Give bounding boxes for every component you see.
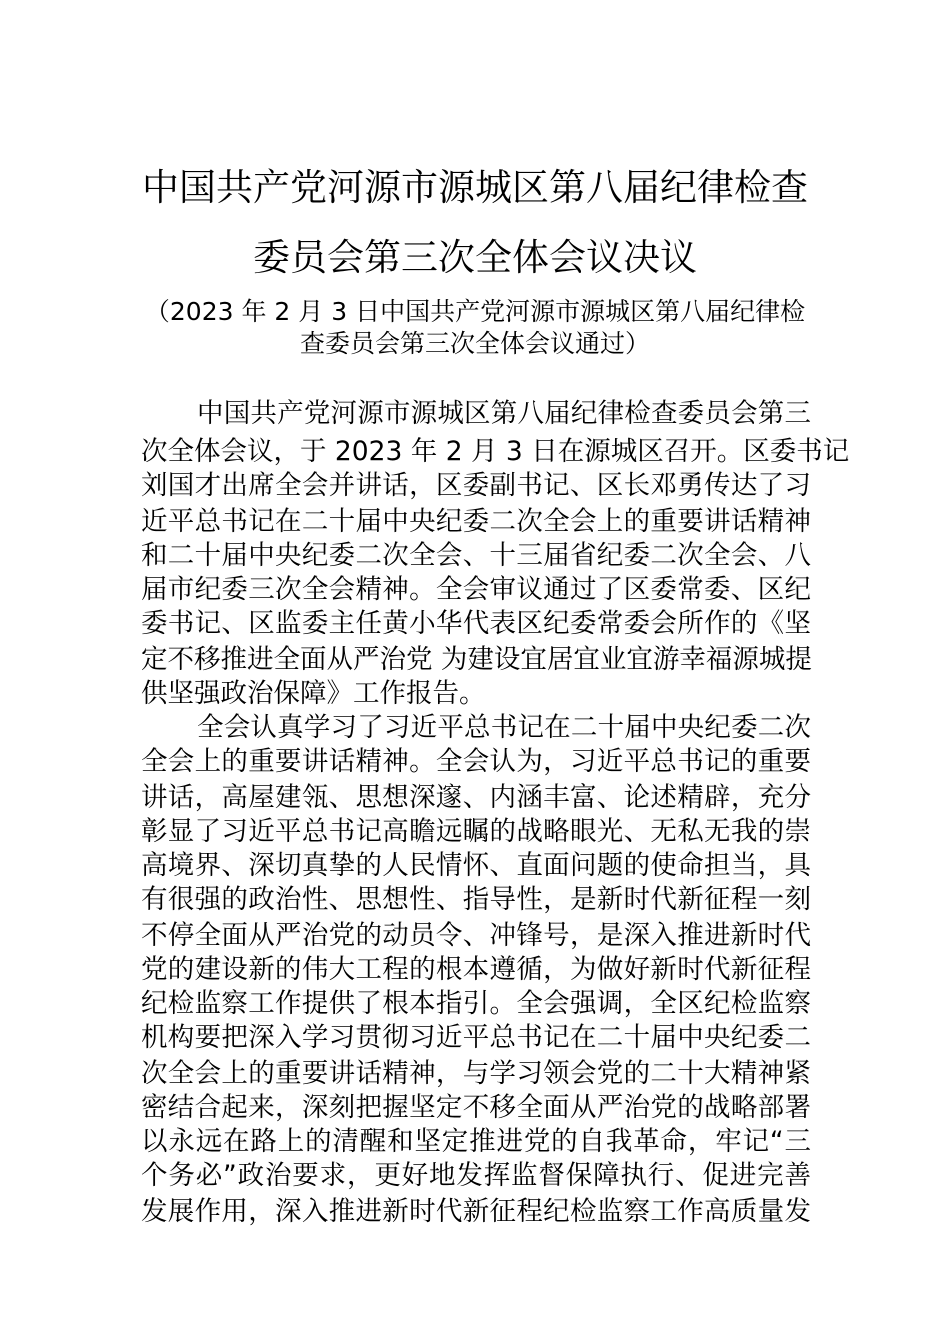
body-line: 中国共产党河源市源城区第八届纪律检查委员会第三 <box>197 398 811 429</box>
body-line: 有很强的政治性、思想性、指导性，是新时代新征程一刻 <box>141 884 811 915</box>
body-line: 不停全面从严治党的动员令、冲锋号，是深入推进新时代 <box>141 920 811 951</box>
body-line: 以永远在路上的清醒和坚定推进党的自我革命，牢记“三 <box>141 1126 811 1157</box>
body-line: 个务必”政治要求，更好地发挥监督保障执行、促进完善 <box>141 1160 811 1191</box>
document-title-line-2: 委员会第三次全体会议决议 <box>253 236 697 279</box>
body-line: 讲话，高屋建瓴、思想深邃、内涵丰富、论述精辟，充分 <box>141 782 811 813</box>
body-line: 次全体会议，于 2023 年 2 月 3 日在源城区召开。区委书记 <box>141 436 850 467</box>
body-line: 近平总书记在二十届中央纪委二次全会上的重要讲话精神 <box>141 506 811 537</box>
document-subtitle-line-2: 查委员会第三次全体会议通过） <box>299 329 650 358</box>
body-line: 和二十届中央纪委二次全会、十三届省纪委二次全会、八 <box>141 540 811 571</box>
body-line: 党的建设新的伟大工程的根本遵循，为做好新时代新征程 <box>141 954 811 985</box>
body-line: 高境界、深切真挚的人民情怀、直面问题的使命担当，具 <box>141 850 811 881</box>
body-line: 供坚强政治保障》工作报告。 <box>141 678 486 709</box>
body-line: 密结合起来，深刻把握坚定不移全面从严治党的战略部署 <box>141 1092 811 1123</box>
body-line: 届市纪委三次全会精神。全会审议通过了区委常委、区纪 <box>141 574 811 605</box>
body-line: 彰显了习近平总书记高瞻远瞩的战略眼光、无私无我的崇 <box>141 816 811 847</box>
body-line: 机构要把深入学习贯彻习近平总书记在二十届中央纪委二 <box>141 1022 811 1053</box>
document-subtitle-line-1: （2023 年 2 月 3 日中国共产党河源市源城区第八届纪律检 <box>144 297 806 326</box>
document-title-line-1: 中国共产党河源市源城区第八届纪律检查 <box>142 166 808 209</box>
body-line: 定不移推进全面从严治党 为建设宜居宜业宜游幸福源城提 <box>141 644 812 675</box>
body-line: 发展作用，深入推进新时代新征程纪检监察工作高质量发 <box>141 1196 811 1227</box>
body-line: 委书记、区监委主任黄小华代表区纪委常委会所作的《坚 <box>141 608 811 639</box>
body-line: 刘国才出席全会并讲话，区委副书记、区长邓勇传达了习 <box>141 470 811 501</box>
body-line: 纪检监察工作提供了根本指引。全会强调，全区纪检监察 <box>141 988 811 1019</box>
body-line: 次全会上的重要讲话精神，与学习领会党的二十大精神紧 <box>141 1058 811 1089</box>
body-line: 全会认真学习了习近平总书记在二十届中央纪委二次 <box>197 712 811 743</box>
body-line: 全会上的重要讲话精神。全会认为，习近平总书记的重要 <box>141 746 811 777</box>
